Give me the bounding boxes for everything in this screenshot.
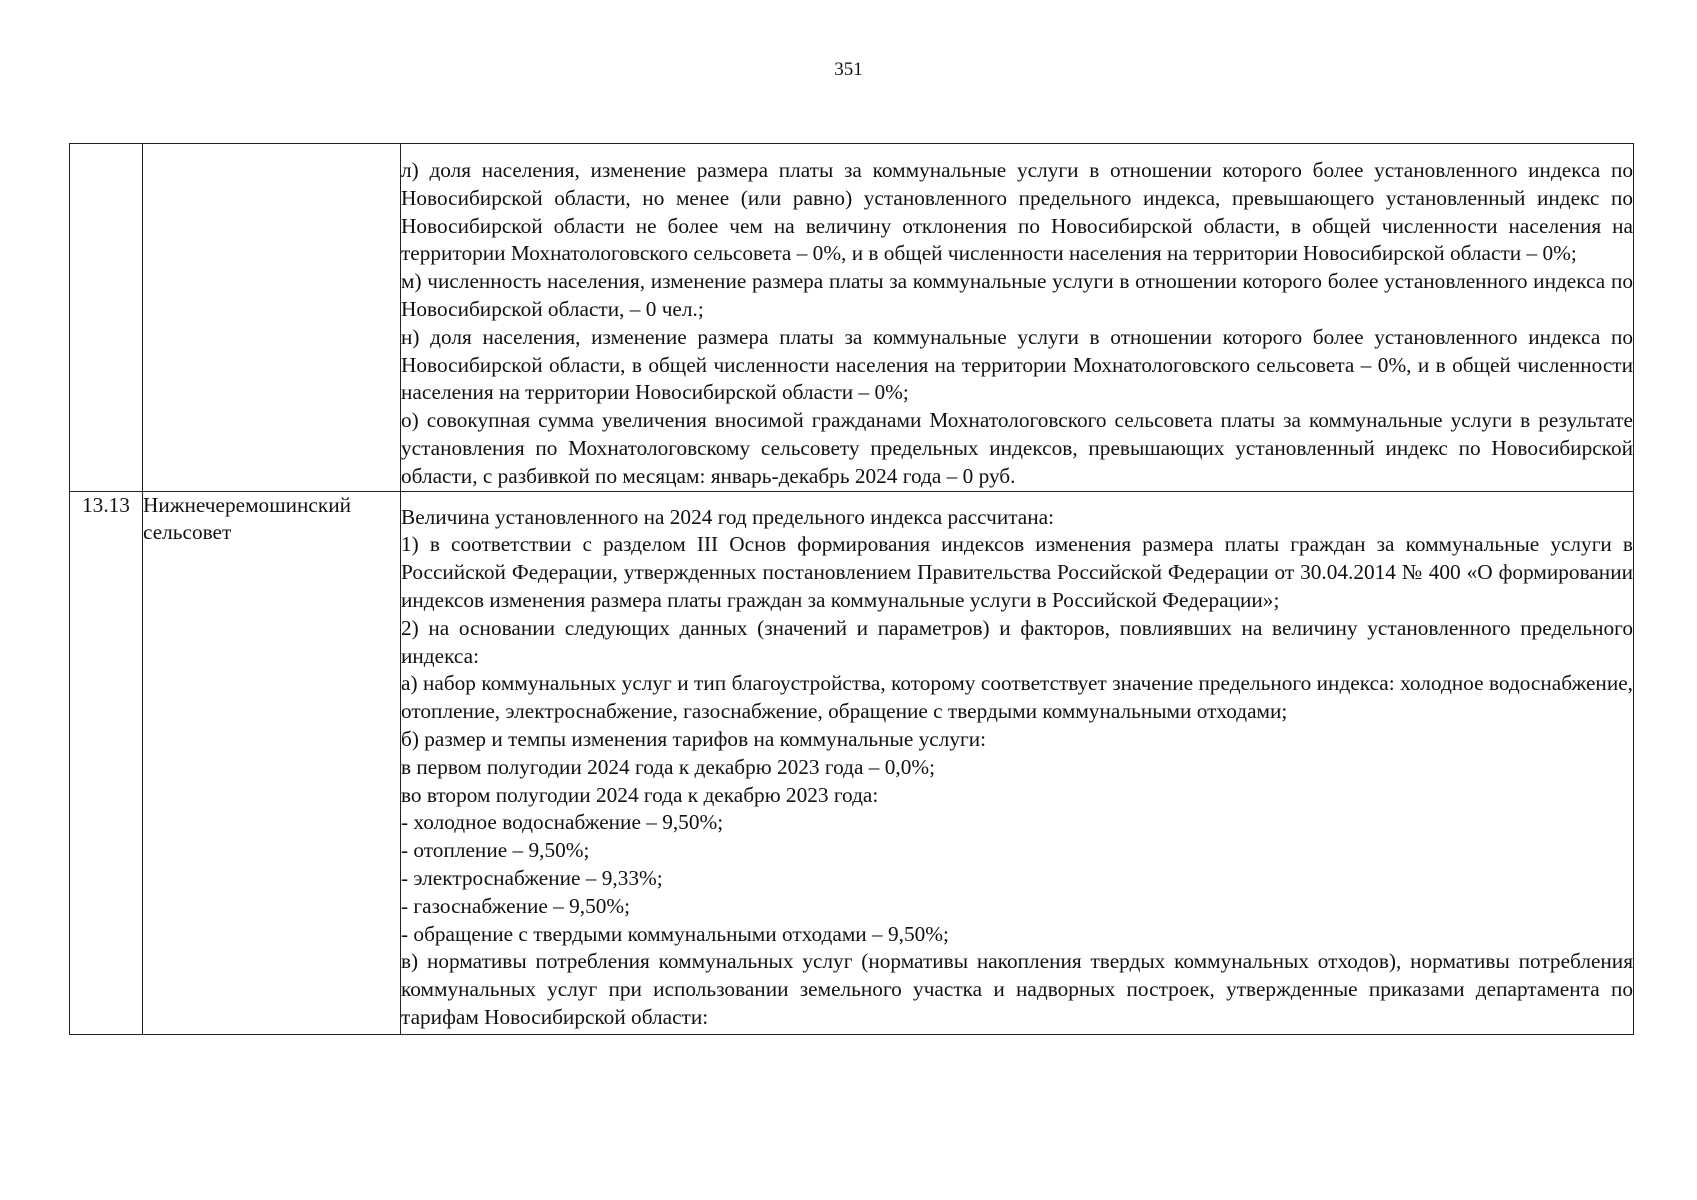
paragraph: л) доля населения, изменение размера платы за коммунальные услуги в отношении которого более установленного индекса по Новосибирской области, но менее (или равно) установленного предельного индекса, превышающего установленный индекс по Новосибирской области не более чем на величину отклонения по Новосибирской области, в общей численности населения на территории Мохнатологовского сельсовета – 0%, и в общей численности населения на территории Новосибирской области – 0%;: [401, 158, 1633, 266]
paragraph: - обращение с твердыми коммунальными отходами – 9,50%;: [401, 921, 949, 946]
paragraph: - отопление – 9,50%;: [401, 838, 590, 863]
paragraph: в) нормативы потребления коммунальных услуг (нормативы накопления твердых коммунальных отходов), нормативы потребления коммунальных услуг при использовании земельного участка и надворных построек, утвержденные приказами департамента по тарифам Новосибирской области:: [401, 949, 1633, 1029]
paragraph: в первом полугодии 2024 года к декабрю 2023 года – 0,0%;: [401, 754, 936, 779]
paragraph: 2) на основании следующих данных (значений и параметров) и факторов, повлиявших на величину установленного предельного индекса:: [401, 615, 1633, 668]
paragraph: - газоснабжение – 9,50%;: [401, 893, 631, 918]
description-cell: [401, 144, 1634, 492]
municipality-name-line: сельсовет: [143, 520, 232, 545]
row-number-cell: 13.13: [70, 491, 143, 1034]
table-row: [70, 491, 1634, 1034]
paragraph: о) совокупная сумма увеличения вносимой гражданами Мохнатологовского сельсовета платы за коммунальные услуги в результате установления по Мохнатологовскому сельсовету предельных индексов, превышающих установленный индекс по Новосибирской области, с разбивкой по месяцам: январь-декабрь 2024 года – 0 руб.: [401, 408, 1633, 488]
paragraph: н) доля населения, изменение размера платы за коммунальные услуги в отношении которого более установленного индекса по Новосибирской области, в общей численности населения на территории Мохнатологовского сельсовета – 0%, и в общей численности населения на территории Новосибирской области – 0%;: [401, 324, 1633, 405]
row-number-cell: [70, 144, 143, 492]
municipality-name-line: Нижнечеремошинский: [143, 492, 351, 517]
paragraph: во втором полугодии 2024 года к декабрю 2023 года:: [401, 782, 879, 807]
paragraph: м) численность населения, изменение размера платы за коммунальные услуги в отношении которого более установленного индекса по Новосибирской области, – 0 чел.;: [401, 269, 1633, 321]
paragraph: а) набор коммунальных услуг и тип благоустройства, которому соответствует значение предельного индекса: холодное водоснабжение, отопление, электроснабжение, газоснабжение, обращение с твердыми коммунальными отходами;: [401, 671, 1633, 724]
paragraph: - электроснабжение – 9,33%;: [401, 865, 663, 890]
paragraph: 1) в соответствии с разделом III Основ формирования индексов изменения размера платы граждан за коммунальные услуги в Российской Федерации, утвержденных постановлением Правительства Российской Федерации от 30.04.2014 № 400 «О формировании индексов изменения размера платы граждан за коммунальные услуги в Российской Федерации»;: [401, 532, 1633, 612]
municipality-name-cell: [143, 491, 401, 1034]
municipality-name-cell: [143, 144, 401, 492]
document-table: [69, 143, 1634, 1035]
description-cell: [401, 491, 1634, 1034]
paragraph: - холодное водоснабжение – 9,50%;: [401, 810, 724, 835]
paragraph: б) размер и темпы изменения тарифов на коммунальные услуги:: [401, 726, 987, 751]
table-row: [70, 144, 1634, 492]
page-number: 351: [834, 59, 863, 80]
paragraph: Величина установленного на 2024 год предельного индекса рассчитана:: [401, 504, 1055, 529]
